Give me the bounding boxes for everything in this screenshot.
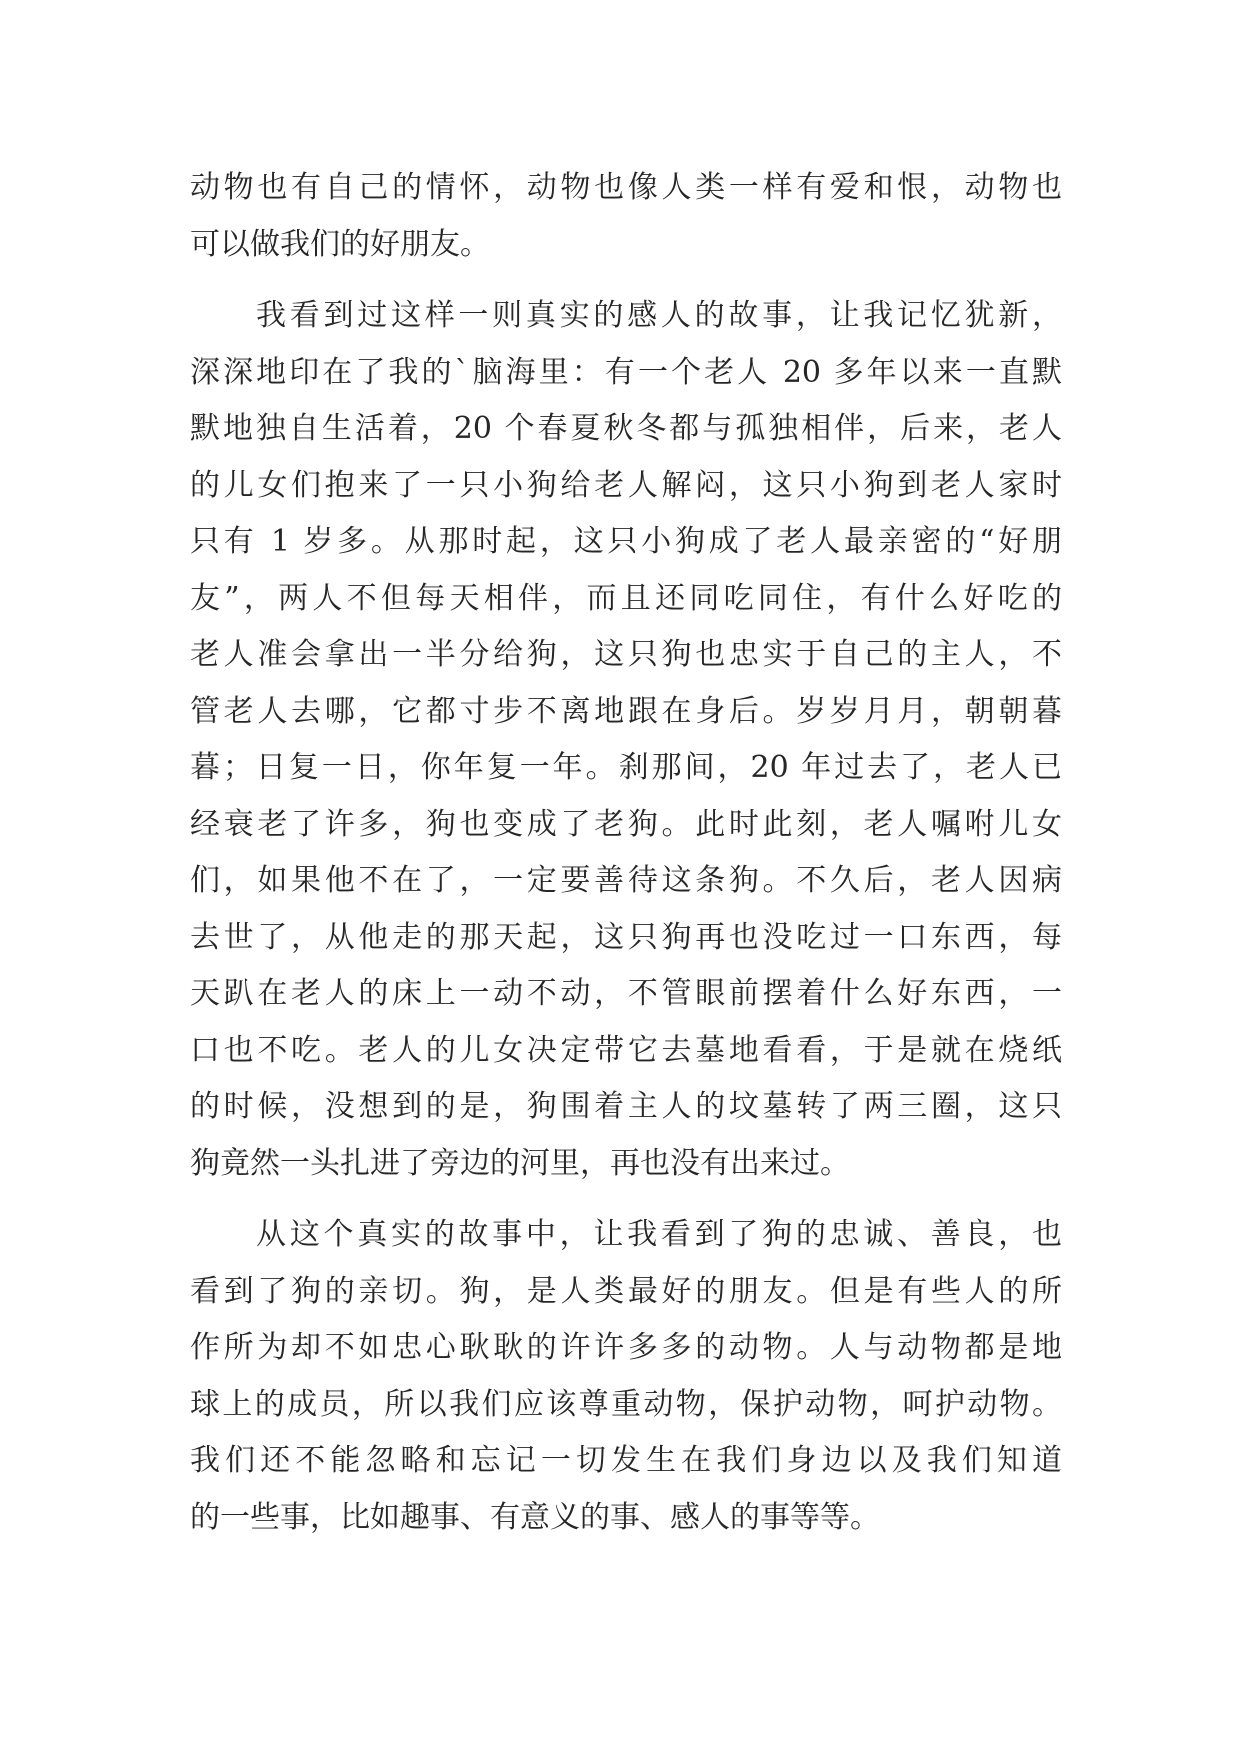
text-line: 的儿女们抱来了一只小狗给老人解闷，这只小狗到老人家时 <box>190 467 1062 503</box>
text-line: 去世了，从他走的那天起，这只狗再也没吃过一口东西，每 <box>190 919 1062 955</box>
text-line: 深深地印在了我的`脑海里：有一个老人 20 多年以来一直默 <box>190 354 1062 390</box>
text-line: 球上的成员，所以我们应该尊重动物，保护动物，呵护动物。 <box>190 1386 1062 1422</box>
text-line: 动物也有自己的情怀，动物也像人类一样有爱和恨，动物也 <box>190 170 1062 205</box>
text-line: 只有 1 岁多。从那时起，这只小狗成了老人最亲密的“好朋 <box>190 524 1062 559</box>
text-line: 可以做我们的好朋友。 <box>190 226 490 262</box>
text-line: 我们还不能忽略和忘记一切发生在我们身边以及我们知道 <box>190 1443 1062 1478</box>
text-line: 天趴在老人的床上一动不动，不管眼前摆着什么好东西，一 <box>190 976 1062 1011</box>
text-line: 们，如果他不在了，一定要善待这条狗。不久后，老人因病 <box>190 863 1062 898</box>
text-line: 老人准会拿出一半分给狗，这只狗也忠实于自己的主人，不 <box>190 637 1062 672</box>
text-line: 的一些事，比如趣事、有意义的事、感人的事等等。 <box>190 1499 880 1535</box>
text-line: 默地独自生活着，20 个春夏秋冬都与孤独相伴，后来，老人 <box>190 411 1062 446</box>
paragraph-2 <box>190 288 1062 1192</box>
text-line: 友”，两人不但每天相伴，而且还同吃同住，有什么好吃的 <box>190 580 1062 616</box>
text-line: 暮；日复一日，你年复一年。刹那间，20 年过去了，老人已 <box>190 750 1062 785</box>
text-line: 作所为却不如忠心耿耿的许许多多的动物。人与动物都是地 <box>190 1330 1062 1365</box>
text-line: 口也不吃。老人的儿女决定带它去墓地看看，于是就在烧纸 <box>190 1032 1062 1068</box>
text-line: 从这个真实的故事中，让我看到了狗的忠诚、善良，也 <box>256 1217 1062 1252</box>
text-line: 我看到过这样一则真实的感人的故事，让我记忆犹新， <box>256 298 1062 333</box>
document-body <box>190 160 1062 1561</box>
text-line: 管老人去哪，它都寸步不离地跟在身后。岁岁月月，朝朝暮 <box>190 693 1062 729</box>
text-line: 看到了狗的亲切。狗，是人类最好的朋友。但是有些人的所 <box>190 1273 1062 1309</box>
text-line: 经衰老了许多，狗也变成了老狗。此时此刻，老人嘱咐儿女 <box>190 806 1062 842</box>
paragraph-3 <box>190 1207 1062 1546</box>
paragraph-1 <box>190 160 1062 273</box>
text-line: 狗竟然一头扎进了旁边的河里，再也没有出来过。 <box>190 1145 850 1181</box>
text-line: 的时候，没想到的是，狗围着主人的坟墓转了两三圈，这只 <box>190 1089 1062 1124</box>
